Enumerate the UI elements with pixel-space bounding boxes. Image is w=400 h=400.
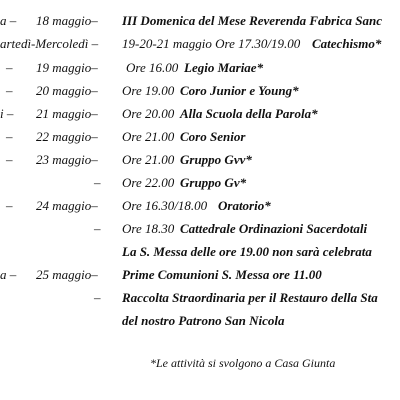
row-dash: –	[94, 290, 101, 305]
row-lead: a –	[0, 267, 17, 282]
row-time: Ore 20.00	[122, 106, 175, 121]
row-title: Cattedrale Ordinazioni Sacerdotali	[180, 221, 368, 236]
row-lead: –	[6, 198, 13, 213]
row-lead: artedì-Mercoledì –	[0, 36, 99, 51]
schedule-row	[0, 171, 400, 194]
row-lead: i –	[0, 106, 14, 121]
row-title: Coro Junior e Young*	[180, 83, 299, 98]
row-dash: –	[94, 175, 101, 190]
row-title: Gruppo Gv*	[180, 175, 247, 190]
row-time: Ore 21.00	[122, 152, 175, 167]
row-lead: –	[6, 60, 13, 75]
row-dash: –	[94, 221, 101, 236]
row-time: Ore 16.30/18.00	[122, 198, 208, 213]
row-date: 18 maggio–	[36, 13, 98, 28]
row-title: Coro Senior	[180, 129, 246, 144]
schedule-row	[0, 9, 400, 32]
row-lead: –	[6, 129, 13, 144]
schedule-row	[0, 240, 400, 263]
schedule-row	[0, 263, 400, 286]
row-title: Oratorio*	[218, 198, 271, 213]
schedule-row	[0, 102, 400, 125]
schedule-row	[0, 79, 400, 102]
row-text: La S. Messa delle ore 19.00 non sarà celebrata	[122, 244, 372, 259]
row-lead: a –	[0, 13, 17, 28]
row-title: Alla Scuola della Parola*	[180, 106, 318, 121]
row-time: Ore 19.00	[122, 83, 175, 98]
row-text: III Domenica del Mese Reverenda Fabrica Sanc	[122, 13, 382, 28]
row-lead: –	[6, 152, 13, 167]
schedule-row	[0, 148, 400, 171]
row-title: Legio Mariae*	[184, 60, 264, 75]
row-date: 20 maggio–	[36, 83, 98, 98]
row-lead: –	[6, 83, 13, 98]
row-time: Ore 22.00	[122, 175, 175, 190]
schedule-row	[0, 309, 400, 332]
schedule-row	[0, 56, 400, 79]
row-text: del nostro Patrono San Nicola	[122, 313, 285, 328]
footnote: *Le attività si svolgono a Casa Giunta	[150, 356, 336, 370]
row-time: Ore 18.30	[122, 221, 175, 236]
row-time: 19-20-21 maggio Ore 17.30/19.00	[122, 36, 301, 51]
schedule-row	[0, 217, 400, 240]
row-text: Raccolta Straordinaria per il Restauro della Sta	[122, 290, 378, 305]
schedule-row	[0, 286, 400, 309]
row-date: 24 maggio–	[36, 198, 98, 213]
schedule-row	[0, 125, 400, 148]
row-time: Ore 16.00	[126, 60, 179, 75]
row-date: 21 maggio–	[36, 106, 98, 121]
schedule-row	[0, 32, 400, 55]
row-date: 23 maggio–	[36, 152, 98, 167]
schedule-row	[0, 194, 400, 217]
row-time: Ore 21.00	[122, 129, 175, 144]
row-title: Gruppo Gvv*	[180, 152, 252, 167]
row-date: 22 maggio–	[36, 129, 98, 144]
row-date: 25 maggio–	[36, 267, 98, 282]
row-text: Prime Comunioni S. Messa ore 11.00	[122, 267, 322, 282]
row-title: Catechismo*	[312, 36, 382, 51]
row-date: 19 maggio–	[36, 60, 98, 75]
